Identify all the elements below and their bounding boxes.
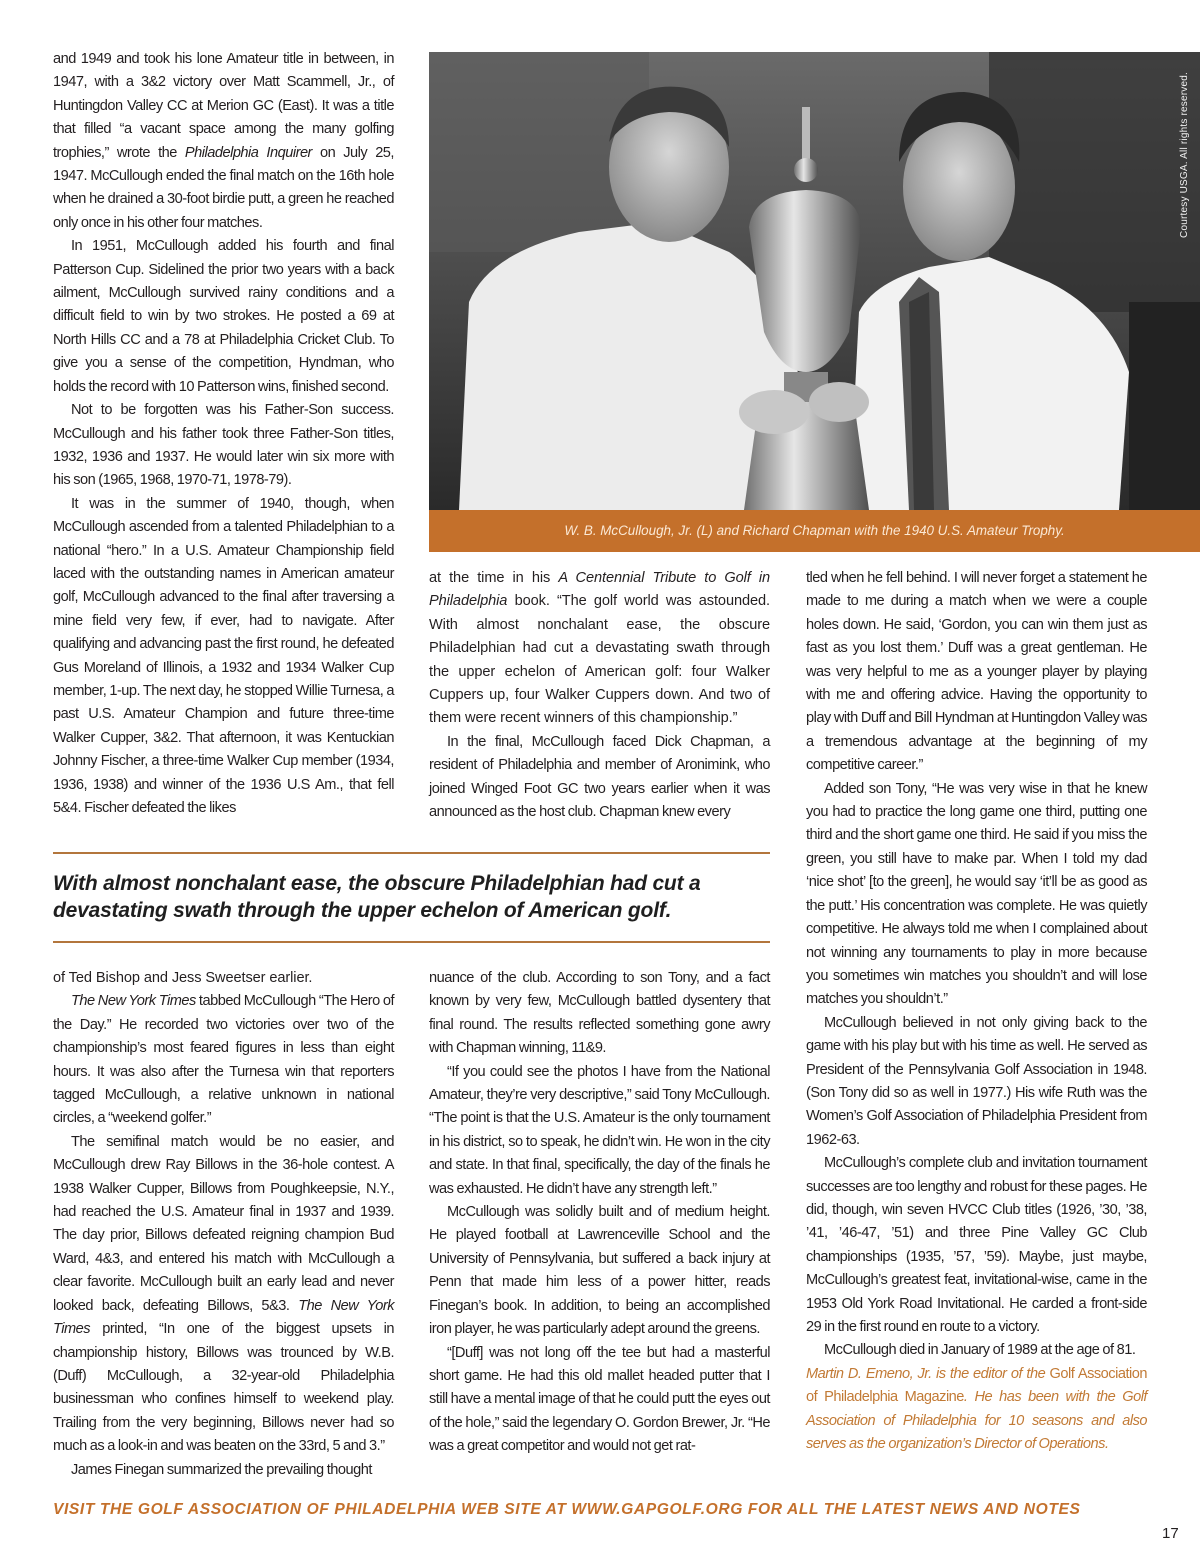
paragraph: In the final, McCullough faced Dick Chapman, a resident of Philadelphia and member of Aronimink, who joined Winged Foot GC two years earlier when it was announced as the host club. Chapman knew every [429,733,770,821]
paragraph: McCullough’s complete club and invitation tournament successes are too lengthy and robust for these pages. He did, though, win seven HVCC Club titles (1926, ’30, ’38, ’41, ’46-47, ’51) and three Pine Valley GC Club championships (1935, ’57, ’59). Maybe, just maybe, McCullough’s greatest feat, invitational-wise, came in the 1953 Old York Road Invitational. He carded a front-side 29 in the first round en route to a victory. [806,1155,1147,1335]
paragraph: Not to be forgotten was his Father-Son success. McCullough and his father took three Father-Son titles, 1932, 1936 and 1937. He would later win six more with his son (1965, 1968, 1970-71, 1978-79). [53,402,394,489]
paragraph: James Finegan summarized the prevailing thought [71,1461,372,1478]
article-column-2-bottom [429,967,770,1459]
photo-credit: Courtesy USGA. All rights reserved. [1179,72,1190,238]
paragraph: tled when he fell behind. I will never forget a statement he made to me during a match when we were a couple holes down. He said, ‘Gordon, you can win them just as fast as you lost them.’ Duff was a great gentleman. He was very helpful to me as a younger player by playing with me and offering advice. Having the opportunity to play with Duff and Bill Hyndman at Huntingdon Valley was a tremendous advantage at the beginning of my competitive career.” [806,570,1147,774]
photo-caption: W. B. McCullough, Jr. (L) and Richard Chapman with the 1940 U.S. Amateur Trophy. [429,510,1200,552]
paragraph: It was in the summer of 1940, though, when McCullough ascended from a talented Philadelphian to a national “hero.” In a U.S. Amateur Championship field laced with the outstanding names in American amateur golf, McCullough advanced to the final after traversing a mine field very few, if ever, had to navigate. After qualifying and advancing past the first round, he defeated Gus Moreland of Illinois, a 1932 and 1934 Walker Cup member, 1-up. The next day, he stopped Willie Turnesa, a past U.S. Amateur Champion and future three-time Walker Cupper, 3&2. That afternoon, it was Kentuckian Johnny Fischer, a three-time Walker Cup member (1934, 1936, 1938) and winner of the 1936 U.S Am., that fell 5&4. Fischer defeated the likes [53,495,394,816]
paragraph: nuance of the club. According to son Tony, and a fact known by very few, McCullough battled dysentery that final round. The results reflected something gone awry with Chapman winning, 11&9. [429,970,770,1057]
pull-quote-bottom-rule [53,941,770,943]
pull-quote-top-rule [53,852,770,854]
article-column-2-top [429,567,770,824]
paragraph: and 1949 and took his lone Amateur title in between, in 1947, with a 3&2 victory over Matt Scammell, Jr., of Huntingdon Valley CC at Merion GC (East). It was a title that filled “a vacant space among the many golfing trophies,” wrote the Philadelphia Inquirer on July 25, 1947. McCullough ended the final match on the 16th hole when he drained a 30-foot birdie putt, a green he reached only once in his other four matches. [53,51,394,231]
article-column-3 [806,567,1147,1456]
pull-quote: With almost nonchalant ease, the obscure Philadelphian had cut a devastating swath through the upper echelon of American golf. [53,872,701,922]
paragraph: In 1951, McCullough added his fourth and final Patterson Cup. Sidelined the prior two years with a back ailment, McCullough survived rainy conditions and a difficult field to win by two strokes. He posted a 69 at North Hills CC and a 78 at Philadelphia Cricket Club. To give you a sense of the competition, Hyndman, who holds the record with 10 Patterson wins, finished second. [53,238,394,395]
author-bio: Martin D. Emeno, Jr. is the editor of the Golf Association of Philadelphia Magazine. He has been with the Golf Association of Philadelphia for 10 seasons and also serves as the organization’s Director of Operations. [806,1365,1147,1453]
paragraph: “[Duff] was not long off the tee but had a masterful short game. He had this old mallet headed putter that I still have a mental image of that he could putt the eyes out of the hole,” said the legendary O. Gordon Brewer, Jr. “He was a great competitor and would not get rat- [429,1344,770,1455]
article-column-1-top [53,48,394,820]
paragraph: McCullough was solidly built and of medium height. He played football at Lawrenceville School and the University of Pennsylvania, but suffered a back injury at Penn that made him less of a power hitter, reads Finegan’s book. In addition, to being an accomplished iron player, he was particularly adept around the greens. [429,1204,770,1338]
paragraph: at the time in his A Centennial Tribute to Golf in Philadelphia book. “The golf world was astounded. With almost nonchalant ease, the obscure Philadelphian had cut a devastating swath through the upper echelon of American golf: four Walker Cuppers up, four Walker Cuppers down. And two of them were recent winners of this championship.” [429,570,770,727]
article-photo [429,52,1200,510]
page-number: 17 [1162,1525,1179,1542]
footer-website-banner: VISIT THE GOLF ASSOCIATION OF PHILADELPHIA WEB SITE AT WWW.GAPGOLF.ORG FOR ALL THE LATEST NEWS AND NOTES [53,1501,1081,1518]
photo-illustration [429,52,1200,510]
paragraph: The semifinal match would be no easier, and McCullough drew Ray Billows in the 36-hole contest. A 1938 Walker Cupper, Billows from Poughkeepsie, N.Y., had reached the U.S. Amateur final in 1937 and 1939. The day prior, Billows defeated reigning champion Bud Ward, 4&3, and entered his match with McCullough a clear favorite. McCullough built an early lead and never looked back, defeating Billows, 5&3. The New York Times printed, “In one of the biggest upsets in championship history, Billows was trounced by W.B. (Duff) McCullough, a 32-year-old Philadelphia businessman who confines himself to weekend play. Trailing from the very beginning, Billows never had so much as a look-in and was beaten on the 33rd, 5 and 3.” [53,1133,394,1455]
paragraph: McCullough died in January of 1989 at the age of 81. [824,1342,1136,1359]
article-column-1-bottom [53,967,394,1482]
paragraph: “If you could see the photos I have from the National Amateur, they’re very descriptive,” said Tony McCullough. “The point is that the U.S. Amateur is the only tournament in his district, so to speak, he didn’t win. He won in the city and state. In that final, specifically, the day of the finals he was exhausted. He didn’t have any strength left.” [429,1063,770,1197]
paragraph: Added son Tony, “He was very wise in that he knew you had to practice the long game one third, putting one third and the short game one third. He said if you miss the green, you still have to make par. When I told my dad ‘nice shot’ [to the green], he would say ‘it’ll be as good as the putt.’ His concentration was complete. He was quietly competitive. He always told me when I complained about not winning any tournaments to play in more because you sometimes win matches you shouldn’t and will lose matches you shouldn’t.” [806,780,1147,1008]
paragraph: McCullough believed in not only giving back to the game with his play but with his time as well. He served as President of the Pennsylvania Golf Association in 1948. (Son Tony did so as well in 1977.) His wife Ruth was the Women’s Golf Association of Philadelphia President from 1962-63. [806,1014,1147,1148]
paragraph: of Ted Bishop and Jess Sweetser earlier. [53,970,313,986]
paragraph: The New York Times tabbed McCullough “The Hero of the Day.” He recorded two victories over two of the championship’s most feared figures in less than eight hours. It was also after the Turnesa win that reporters tagged McCullough, a relative unknown in national circles, a “weekend golfer.” [53,993,394,1127]
